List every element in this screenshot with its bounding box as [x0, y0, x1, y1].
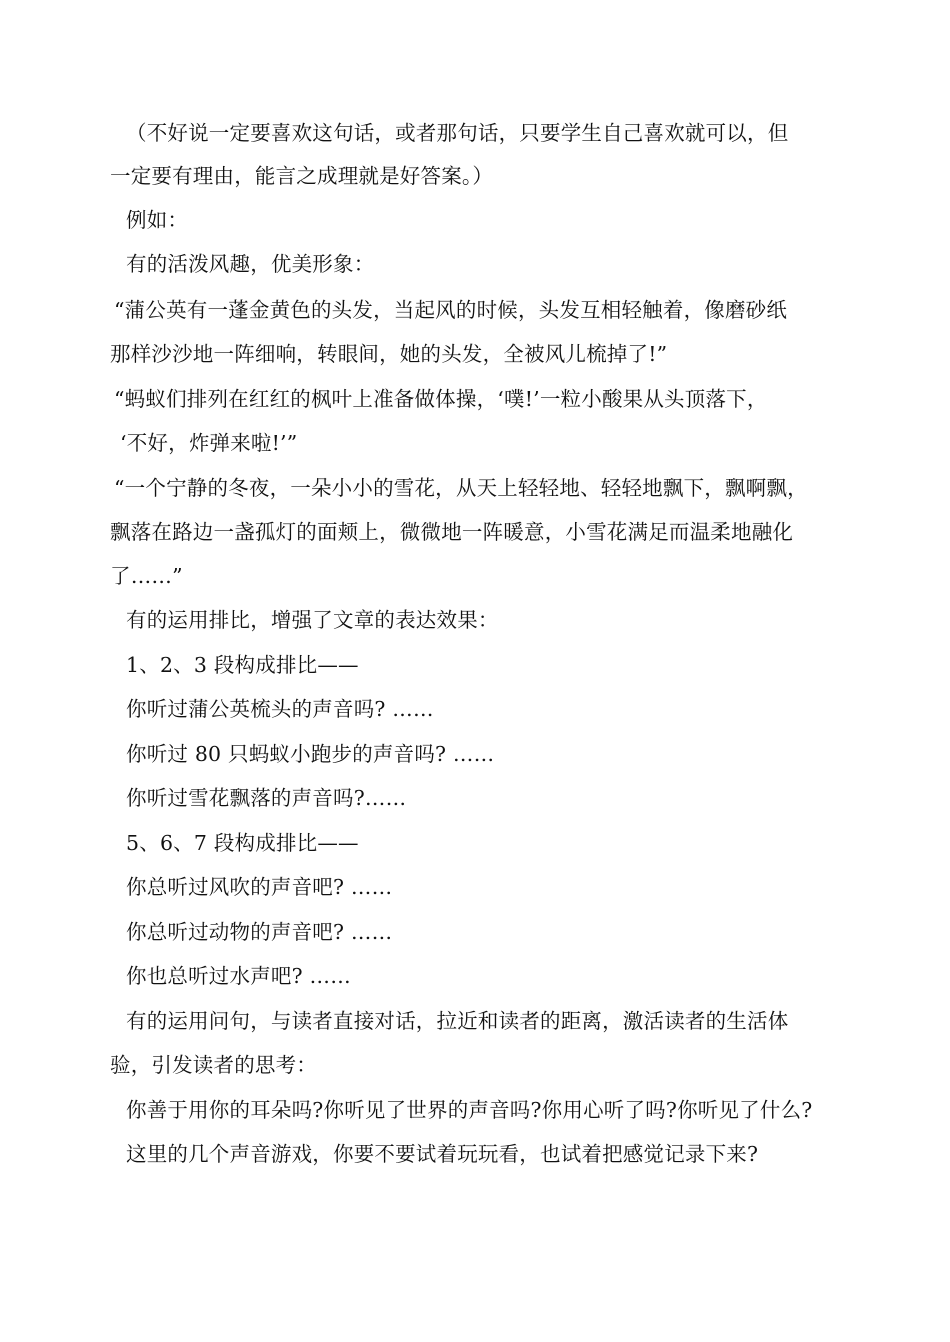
text-line: 你善于用你的耳朵吗?你听见了世界的声音吗?你用心听了吗?你听见了什么? — [126, 1098, 813, 1122]
text-line: 你听过 80 只蚂蚁小跑步的声音吗? …… — [126, 742, 495, 766]
text-line: 5、6、7 段构成排比—— — [126, 831, 359, 855]
text-line: 那样沙沙地一阵细响，转眼间，她的头发，全被风儿梳掉了!” — [110, 342, 668, 366]
text-line: 例如： — [126, 208, 189, 232]
text-line: 你总听过动物的声音吧? …… — [126, 920, 393, 944]
text-line: “蚂蚁们排列在红红的枫叶上准备做体操，‘噗!’一粒小酸果从头顶落下， — [114, 387, 768, 411]
text-line: 一定要有理由，能言之成理就是好答案。） — [110, 164, 494, 188]
text-line: 有的运用问句，与读者直接对话，拉近和读者的距离，激活读者的生活体 — [126, 1009, 789, 1033]
text-line: 了……” — [110, 564, 183, 588]
text-line: （不好说一定要喜欢这句话，或者那句话，只要学生自己喜欢就可以，但 — [126, 121, 789, 145]
text-line: 你听过蒲公英梳头的声音吗? …… — [126, 697, 434, 721]
text-line: 1、2、3 段构成排比—— — [126, 653, 359, 677]
text-line: 你听过雪花飘落的声音吗?…… — [126, 786, 407, 810]
text-line: 有的活泼风趣，优美形象： — [126, 252, 375, 276]
text-line: 飘落在路边一盏孤灯的面颊上，微微地一阵暖意，小雪花满足而温柔地融化 — [110, 520, 794, 544]
text-line: 有的运用排比，增强了文章的表达效果： — [126, 608, 499, 632]
text-line: 你也总听过水声吧? …… — [126, 964, 351, 988]
text-line: 这里的几个声音游戏，你要不要试着玩玩看，也试着把感觉记录下来? — [126, 1142, 759, 1166]
text-line: 你总听过风吹的声音吧? …… — [126, 875, 393, 899]
text-line: “一个宁静的冬夜，一朵小小的雪花，从天上轻轻地、轻轻地飘下，飘啊飘， — [114, 476, 808, 500]
text-line: ‘不好，炸弹来啦!’” — [120, 431, 298, 455]
text-line: 验，引发读者的思考： — [110, 1053, 317, 1077]
text-line: “蒲公英有一蓬金黄色的头发，当起风的时候，头发互相轻触着，像磨砂纸 — [114, 298, 788, 322]
